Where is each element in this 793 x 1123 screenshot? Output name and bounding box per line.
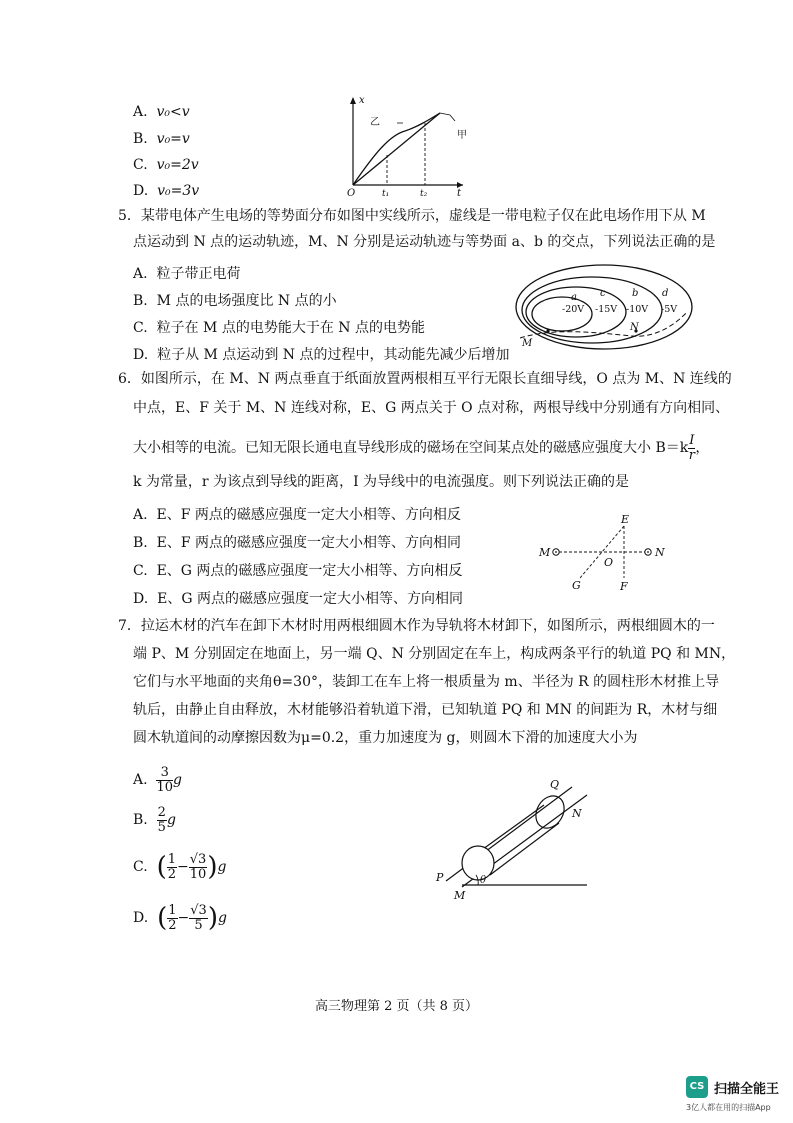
point-e-label: E xyxy=(621,513,630,526)
point-f-label: F xyxy=(620,580,628,593)
curve-yi-label: 乙 xyxy=(370,117,380,128)
q4-option-c: C. v₀=2v xyxy=(133,157,199,173)
q6-stem-line2: 中点，E、F 关于 M、N 连线对称，E、G 两点关于 O 点对称，两根导线中分别通有方向相同、 xyxy=(133,400,730,416)
q6-option-b: B. E、F 两点的磁感应强度一定大小相等、方向相同 xyxy=(133,535,462,551)
wire-m-label: M xyxy=(539,546,551,559)
q6-wires-figure xyxy=(536,514,676,594)
curve-jia-label: 甲 xyxy=(457,130,467,141)
q5-stem-line1: 5．某带电体产生电场的等势面分布如图中实线所示，虚线是一带电粒子仅在此电场作用下从 M xyxy=(118,208,706,224)
q5-option-d: D. 粒子从 M 点运动到 N 点的过程中，其动能先减少后增加 xyxy=(133,347,510,363)
point-p-label: P xyxy=(436,871,444,884)
point-o-label: O xyxy=(604,556,614,569)
q4-option-d: D. v₀=3v xyxy=(133,183,200,199)
page-footer: 高三物理第 2 页（共 8 页） xyxy=(314,999,479,1014)
q7-stem-line3: 它们与水平地面的夹角θ=30°，装卸工在车上将一根质量为 m、半径为 R 的圆柱形木材推上导 xyxy=(133,674,720,690)
q7-option-d: D. ( $\frac{1}{2}$ − $\frac{√3}{5}$ )g xyxy=(133,902,227,933)
q7-stem-line2: 端 P、M 分别固定在地面上，另一端 Q、N 分别固定在车上，构成两条平行的轨道 PQ 和 MN， xyxy=(133,646,736,662)
surface-b-label: b xyxy=(632,288,639,299)
q5-equipotential-figure xyxy=(512,262,697,357)
q5-option-b: B. M 点的电场强度比 N 点的小 xyxy=(133,293,337,309)
camscanner-name: 扫描全能王 xyxy=(714,1082,780,1097)
wire-n-label: N xyxy=(655,546,665,559)
q5-option-c: C. 粒子在 M 点的电势能大于在 N 点的电势能 xyxy=(133,320,425,336)
q6-option-c: C. E、G 两点的磁感应强度一定大小相等、方向相反 xyxy=(133,563,463,579)
q4-option-a: A. v₀<v xyxy=(133,104,190,120)
q5-option-a: A. 粒子带正电荷 xyxy=(133,266,241,282)
potential-15v: -15V xyxy=(595,304,618,315)
x-axis-label: x xyxy=(359,95,365,106)
q4-xt-graph xyxy=(345,93,475,198)
potential-20v: -20V xyxy=(562,304,585,315)
camscanner-logo-icon: CS xyxy=(686,1076,708,1098)
surface-a-label: a xyxy=(571,292,577,303)
point-n-label: N xyxy=(572,807,582,820)
t-axis-label: t xyxy=(457,188,462,199)
point-g-label: G xyxy=(572,579,581,592)
camscanner-tagline: 3亿人都在用的扫描App xyxy=(686,1103,771,1112)
potential-10v: -10V xyxy=(626,304,649,315)
q5-stem-line2: 点运动到 N 点的运动轨迹，M、N 分别是运动轨迹与等势面 a、b 的交点，下列说法正确的是 xyxy=(133,234,716,250)
point-m-label: M xyxy=(522,338,533,349)
q7-stem-line1: 7．拉运木材的汽车在卸下木材时用两根细圆木作为导轨将木材卸下，如图所示，两根细圆木的一 xyxy=(118,618,715,634)
t1-label: t₁ xyxy=(382,189,390,199)
q7-option-c: C. ( $\frac{1}{2}$ − $\frac{√3}{10}$ )g xyxy=(133,851,227,882)
t2-label: t₂ xyxy=(420,189,428,199)
theta-label: θ xyxy=(480,875,487,886)
q7-stem-line5: 圆木轨道间的动摩擦因数为μ=0.2，重力加速度为 g，则圆木下滑的加速度大小为 xyxy=(133,730,638,746)
b-formula-fraction: $\frac{I}{r}$ xyxy=(688,432,695,463)
point-m-label: M xyxy=(454,889,466,902)
q7-incline-figure xyxy=(432,775,602,900)
surface-c-label: c xyxy=(600,288,606,299)
q4-option-b: B. v₀=v xyxy=(133,131,190,147)
point-q-label: Q xyxy=(550,778,560,791)
origin-label: O xyxy=(347,188,356,199)
q6-option-a: A. E、F 两点的磁感应强度一定大小相等、方向相反 xyxy=(133,507,461,523)
q6-stem-line1: 6．如图所示，在 M、N 两点垂直于纸面放置两根相互平行无限长直细导线，O 点为 M、N 连线的 xyxy=(118,371,732,387)
q6-option-d: D. E、G 两点的磁感应强度一定大小相等、方向相同 xyxy=(133,591,463,607)
point-n-label: N xyxy=(630,322,639,333)
q6-stem-line3: 大小相等的电流。已知无限长通电直导线形成的磁场在空间某点处的磁感应强度大小 B＝k $\frac{I}{r}$ ， xyxy=(133,432,710,463)
q6-stem-line4: k 为常量，r 为该点到导线的距离，I 为导线中的电流强度。则下列说法正确的是 xyxy=(133,474,630,490)
q7-stem-line4: 轨后，由静止自由释放，木材能够沿着轨道下滑，已知轨道 PQ 和 MN 的间距为 R，木材与细 xyxy=(133,702,718,718)
potential-5v: -5V xyxy=(661,304,678,315)
q7-option-b: B. $\frac{2}{5}$ g xyxy=(133,804,176,835)
surface-d-label: d xyxy=(662,288,669,299)
q7-option-a: A. $\frac{3}{10}$ g xyxy=(133,764,182,795)
